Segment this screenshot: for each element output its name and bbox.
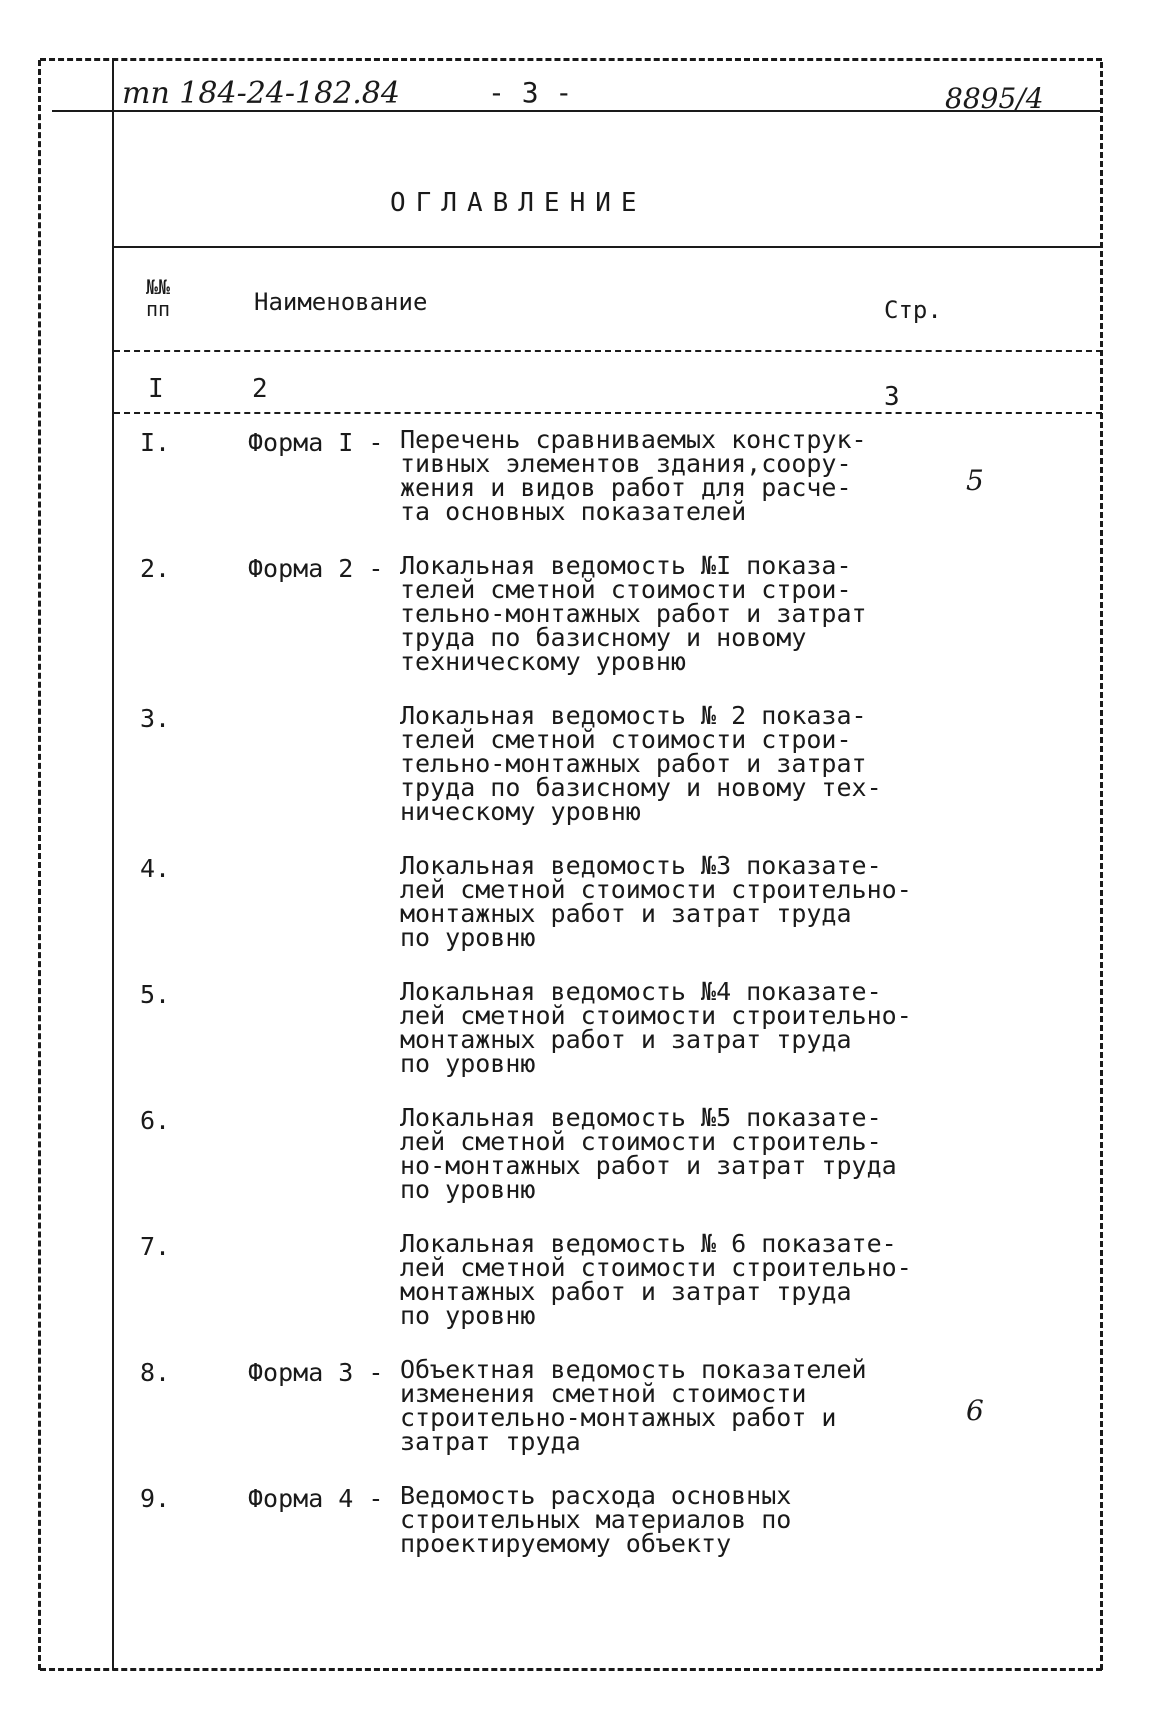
column-number-divider — [114, 412, 1102, 414]
frame-left-margin-line — [112, 58, 114, 1670]
entry-page: 5 — [966, 464, 984, 497]
column-header-page: Стр. — [884, 296, 942, 324]
inventory-number: 8895/4 — [945, 82, 1044, 115]
entry-form: Форма 4 - — [248, 1484, 384, 1513]
entry-number: 2. — [140, 554, 171, 583]
entry-text: Объектная ведомость показателей изменения сметной стоимости строительно-монтажных работ и затрат труда — [400, 1355, 867, 1456]
entry-number: 6. — [140, 1106, 171, 1135]
entry-number: 3. — [140, 704, 171, 733]
entry-text: Локальная ведомость № 2 показа- телей сметной стоимости строи- тельно-монтажных работ и затрат труда по базисному и новому тех- ническому уровню — [400, 701, 882, 826]
entry-text: Локальная ведомость №I показа- телей сметной стоимости строи- тельно-монтажных работ и затрат труда по базисному и новому техническому уровню — [400, 551, 867, 676]
entry-number: 7. — [140, 1232, 171, 1261]
entry-text: Ведомость расхода основных строительных материалов по проектируемому объекту — [400, 1481, 792, 1558]
entry-text: Локальная ведомость №4 показате- лей сметной стоимости строительно- монтажных работ и затрат труда по уровню — [400, 977, 912, 1078]
entry-text: Локальная ведомость №3 показате- лей сметной стоимости строительно- монтажных работ и затрат труда по уровню — [400, 851, 912, 952]
entry-number: I. — [140, 428, 171, 457]
entry-form: Форма I - — [248, 428, 384, 457]
entry-number: 5. — [140, 980, 171, 1009]
entry-form: Форма 3 - — [248, 1358, 384, 1387]
frame-bottom-dashed — [40, 1668, 1102, 1671]
frame-left-dashed — [38, 60, 41, 1670]
frame-right-dashed — [1100, 62, 1103, 1670]
entry-text: Локальная ведомость №5 показате- лей сметной стоимости строитель- но-монтажных работ и затрат труда по уровню — [400, 1103, 897, 1204]
column-number-1: I — [148, 374, 164, 404]
entry-number: 9. — [140, 1484, 171, 1513]
column-header-name: Наименование — [254, 288, 428, 316]
header-divider — [114, 350, 1102, 352]
page-title: ОГЛАВЛЕНИЕ — [390, 188, 647, 218]
entry-text: Локальная ведомость № 6 показате- лей сметной стоимости строительно- монтажных работ и затрат труда по уровню — [400, 1229, 912, 1330]
page-number: - 3 - — [488, 76, 573, 109]
document-code: тп 184-24-182.84 — [122, 76, 400, 111]
entry-page: 6 — [966, 1394, 984, 1427]
frame-top-dashed — [40, 58, 1102, 61]
column-header-number: №№ пп — [146, 275, 171, 321]
title-rule — [114, 246, 1102, 248]
entry-number: 4. — [140, 854, 171, 883]
column-number-3: 3 — [884, 382, 900, 412]
entry-form: Форма 2 - — [248, 554, 384, 583]
entry-number: 8. — [140, 1358, 171, 1387]
column-number-2: 2 — [252, 374, 268, 404]
entry-text: Перечень сравниваемых конструк- тивных элементов здания,соору- жения и видов работ для расче- та основных показателей — [400, 425, 867, 526]
